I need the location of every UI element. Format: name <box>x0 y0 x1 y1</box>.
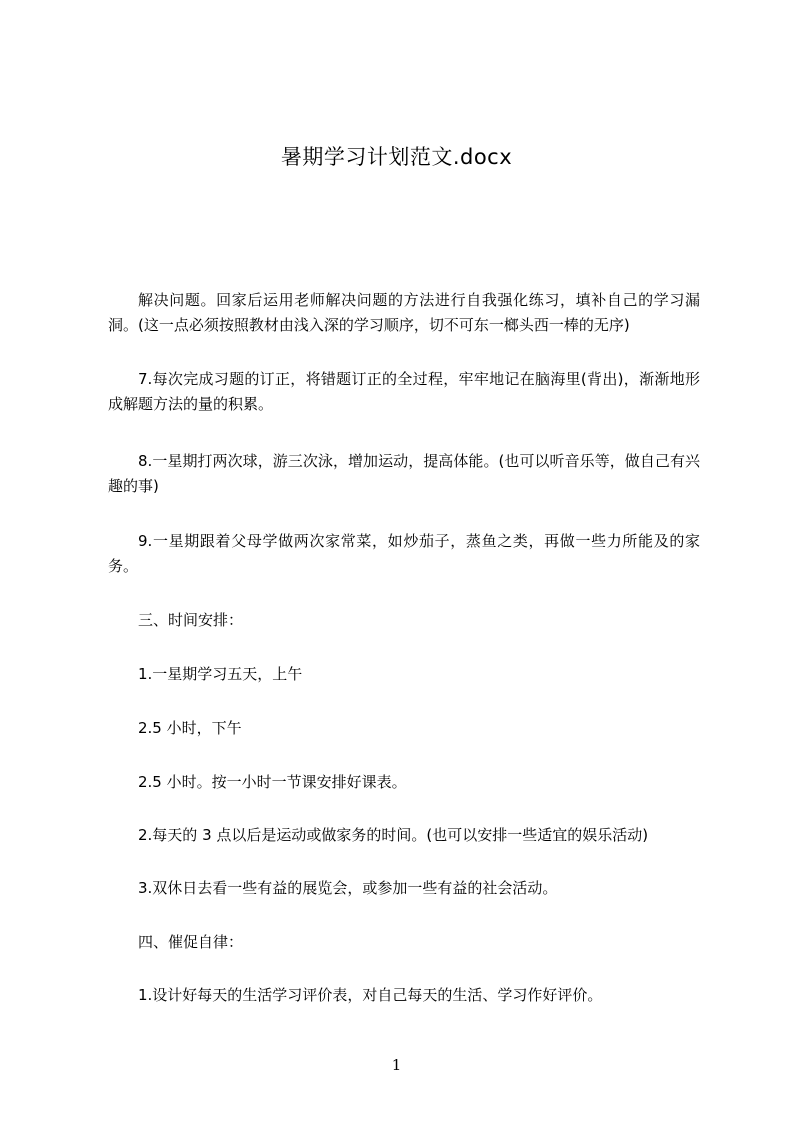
paragraph-item-7: 7.每次完成习题的订正，将错题订正的全过程，牢牢地记在脑海里(背出)，渐渐地形成解题方法的量的积累。 <box>108 370 700 413</box>
section-heading-self-discipline: 四、催促自律： <box>138 933 244 951</box>
paragraph-item-9: 9.一星期跟着父母学做两次家常菜，如炒茄子，蒸鱼之类，再做一些力所能及的家务。 <box>108 532 700 575</box>
paragraph-schedule-2a: 2.5 小时，下午 <box>138 719 242 737</box>
paragraph-schedule-1: 1.一星期学习五天，上午 <box>138 665 303 683</box>
paragraph-problem-solving: 解决问题。回家后运用老师解决问题的方法进行自我强化练习，填补自己的学习漏洞。(这一点必须按照教材由浅入深的学习顺序，切不可东一榔头西一棒的无序) <box>108 291 700 334</box>
document-title: 暑期学习计划范文.docx <box>280 145 513 169</box>
paragraph-schedule-2c: 2.每天的 3 点以后是运动或做家务的时间。(也可以安排一些适宜的娱乐活动) <box>138 826 649 844</box>
paragraph-schedule-2b: 2.5 小时。按一小时一节课安排好课表。 <box>138 773 407 791</box>
section-heading-time-schedule: 三、时间安排： <box>138 611 244 629</box>
page-number: 1 <box>391 1056 402 1074</box>
paragraph-discipline-1: 1.设计好每天的生活学习评价表，对自己每天的生活、学习作好评价。 <box>138 986 603 1004</box>
paragraph-schedule-3: 3.双休日去看一些有益的展览会，或参加一些有益的社会活动。 <box>138 879 558 897</box>
paragraph-item-8: 8.一星期打两次球，游三次泳，增加运动，提高体能。(也可以听音乐等，做自己有兴趣的事) <box>108 452 700 495</box>
